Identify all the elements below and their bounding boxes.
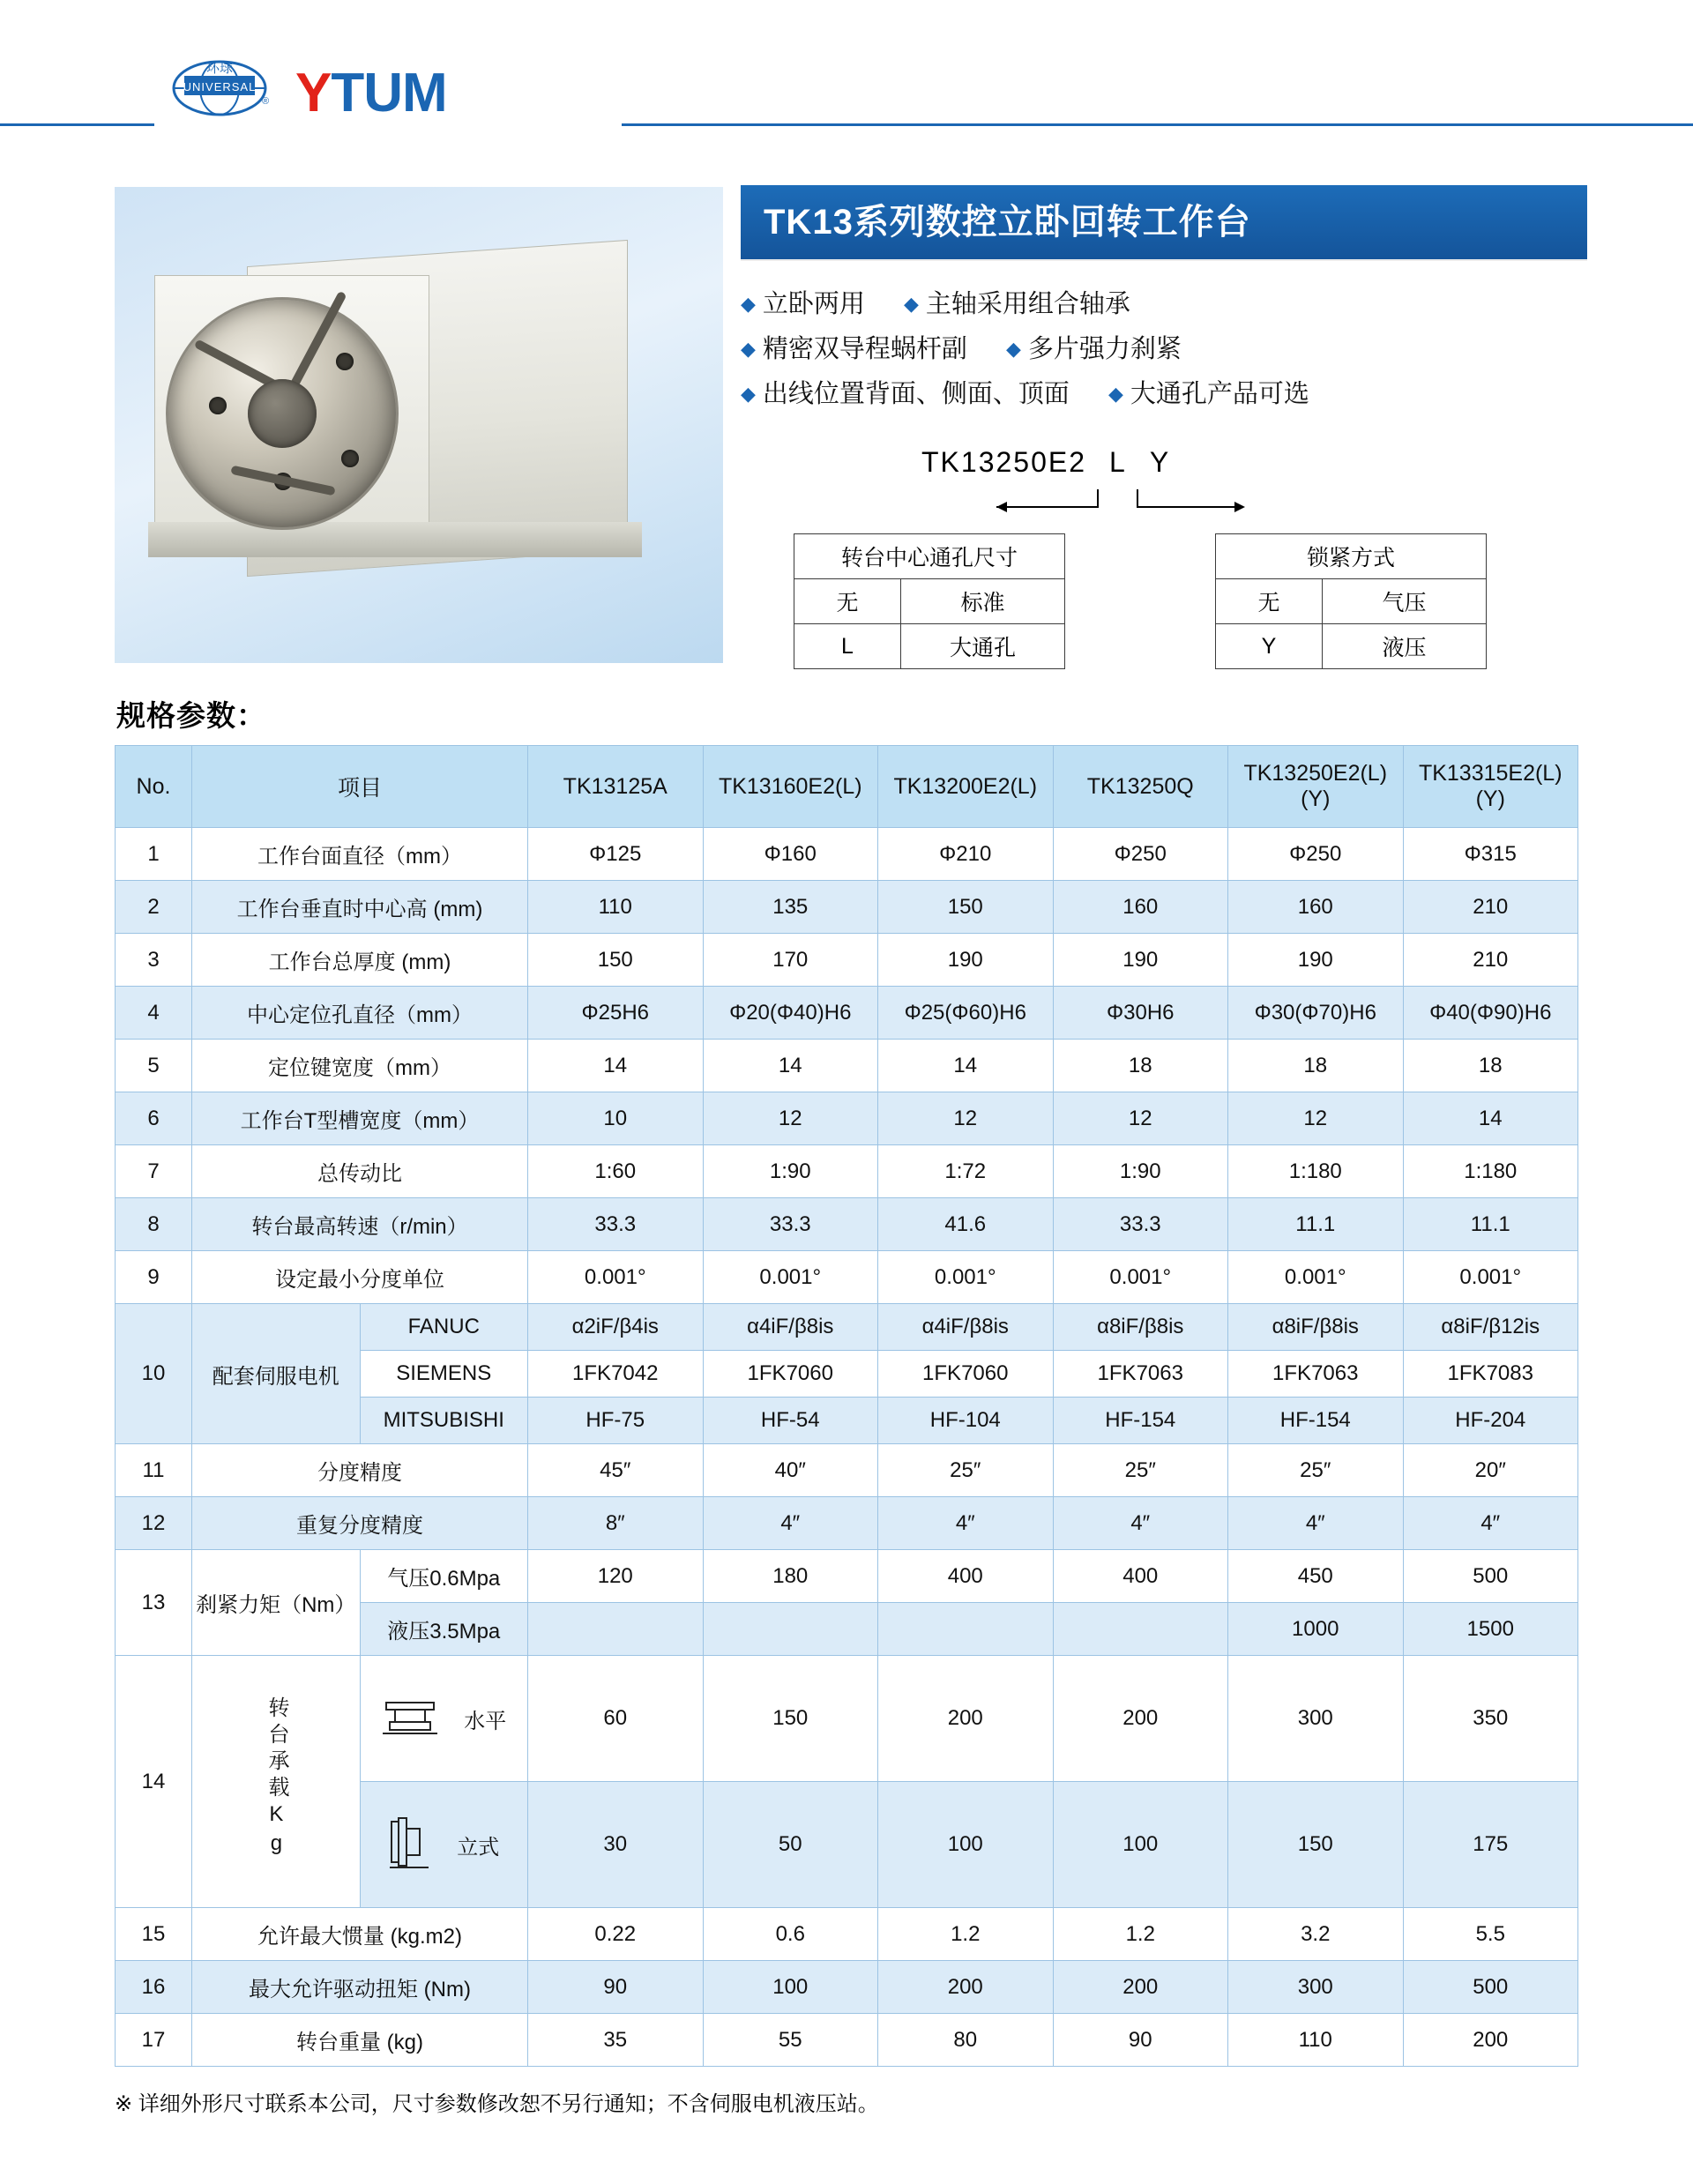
cell: 1:72 <box>878 1145 1054 1198</box>
cell: Φ25(Φ60)H6 <box>878 987 1054 1040</box>
clamping-type-table <box>1215 533 1487 669</box>
cell: 100 <box>703 1961 878 2014</box>
cell: α4iF/β8is <box>878 1304 1054 1351</box>
cell: 55 <box>703 2014 878 2067</box>
cell: 90 <box>528 1961 704 2014</box>
cell: 14 <box>878 1040 1054 1092</box>
cell: Φ25H6 <box>528 987 704 1040</box>
cell: 5.5 <box>1403 1908 1578 1961</box>
cell: Φ160 <box>703 828 878 881</box>
table-row <box>116 934 1578 987</box>
cell: 18 <box>1053 1040 1228 1092</box>
feature-row <box>741 372 1587 417</box>
model-code-suffix-2: Y <box>1149 446 1171 479</box>
cell: 200 <box>1053 1656 1228 1782</box>
cell <box>1053 1603 1228 1656</box>
cell: 50 <box>703 1782 878 1908</box>
cell: 200 <box>1403 2014 1578 2067</box>
cell: 190 <box>1228 934 1404 987</box>
cell: 190 <box>1053 934 1228 987</box>
cell: 1:180 <box>1403 1145 1578 1198</box>
svg-text:UNIVERSAL: UNIVERSAL <box>183 80 257 93</box>
cell: 11.1 <box>1403 1198 1578 1251</box>
universal-globe-icon <box>163 53 276 134</box>
clamping-desc: 液压 <box>1323 624 1487 669</box>
cell: Φ30(Φ70)H6 <box>1228 987 1404 1040</box>
hero-section <box>0 176 1693 670</box>
cell: 190 <box>878 934 1054 987</box>
cell: 1000 <box>1228 1603 1404 1656</box>
cell: 60 <box>528 1656 704 1782</box>
table-row <box>116 1550 1578 1603</box>
cell: 11.1 <box>1228 1198 1404 1251</box>
row-no: 2 <box>116 881 192 934</box>
cell: Φ40(Φ90)H6 <box>1403 987 1578 1040</box>
cell: 1FK7063 <box>1053 1351 1228 1398</box>
cell: 33.3 <box>1053 1198 1228 1251</box>
rotary-table-face <box>166 297 399 530</box>
sub-row-label: 立式 <box>360 1782 528 1908</box>
row-item: 转台重量 (kg) <box>192 2014 528 2067</box>
sub-row-label: 气压0.6Mpa <box>360 1550 528 1603</box>
cell: 210 <box>1403 881 1578 934</box>
cell: 1.2 <box>878 1908 1054 1961</box>
row-no: 1 <box>116 828 192 881</box>
model-code-line <box>741 446 1587 479</box>
table-row <box>116 1145 1578 1198</box>
cell: 12 <box>1228 1092 1404 1145</box>
cell: Φ30H6 <box>1053 987 1228 1040</box>
cell: 160 <box>1053 881 1228 934</box>
cell: α8iF/β8is <box>1053 1304 1228 1351</box>
row-no: 14 <box>116 1656 192 1908</box>
row-no: 5 <box>116 1040 192 1092</box>
cell: 4″ <box>1053 1497 1228 1550</box>
cell: 18 <box>1228 1040 1404 1092</box>
row-item: 总传动比 <box>192 1145 528 1198</box>
sub-row-label: SIEMENS <box>360 1351 528 1398</box>
model-code-suffix-1: L <box>1109 446 1127 479</box>
diamond-bullet-icon: ◆ <box>903 293 919 315</box>
cell: HF-204 <box>1403 1398 1578 1444</box>
cell: Φ125 <box>528 828 704 881</box>
table-row <box>116 881 1578 934</box>
sub-row-label: FANUC <box>360 1304 528 1351</box>
cell: 135 <box>703 881 878 934</box>
cell: 210 <box>1403 934 1578 987</box>
feature-list <box>741 282 1587 416</box>
cell: 170 <box>703 934 878 987</box>
cell: 100 <box>878 1782 1054 1908</box>
cell: 41.6 <box>878 1198 1054 1251</box>
row-no: 3 <box>116 934 192 987</box>
cell: 500 <box>1403 1550 1578 1603</box>
cell: 4″ <box>1228 1497 1404 1550</box>
code-arrows <box>741 484 1587 532</box>
row-item: 分度精度 <box>192 1444 528 1497</box>
cell: 4″ <box>1403 1497 1578 1550</box>
vertical-table-icon <box>388 1815 432 1875</box>
table-row <box>116 1251 1578 1304</box>
model-code-legend <box>741 446 1587 669</box>
cell: 90 <box>1053 2014 1228 2067</box>
product-title: TK13系列数控立卧回转工作台 <box>741 185 1587 259</box>
row-no: 12 <box>116 1497 192 1550</box>
feature-row <box>741 282 1587 327</box>
row-item: 刹紧力矩（Nm） <box>192 1550 361 1656</box>
sub-row-label: 液压3.5Mpa <box>360 1603 528 1656</box>
cell: 150 <box>528 934 704 987</box>
cell: 300 <box>1228 1656 1404 1782</box>
spec-footnote: ※ 详细外形尺寸联系本公司，尺寸参数修改恕不另行通知；不含伺服电机液压站。 <box>115 2092 879 2116</box>
cell: 25″ <box>1053 1444 1228 1497</box>
table-row <box>116 1961 1578 2014</box>
feature-row <box>741 327 1587 372</box>
clamping-code: 无 <box>1216 579 1323 624</box>
cell: Φ210 <box>878 828 1054 881</box>
col-model-4: TK13250Q <box>1053 746 1228 828</box>
cell: 200 <box>878 1656 1054 1782</box>
cell: 1:180 <box>1228 1145 1404 1198</box>
ytum-wordmark <box>295 63 447 123</box>
cell: 4″ <box>703 1497 878 1550</box>
diamond-bullet-icon: ◆ <box>741 293 756 315</box>
row-no: 13 <box>116 1550 192 1656</box>
row-no: 11 <box>116 1444 192 1497</box>
cell: 110 <box>1228 2014 1404 2067</box>
row-no: 9 <box>116 1251 192 1304</box>
cell: 0.001° <box>878 1251 1054 1304</box>
feature-item: ◆ 出线位置背面、侧面、顶面 <box>741 379 1070 408</box>
cell: 1:90 <box>703 1145 878 1198</box>
product-photo <box>115 187 723 663</box>
hero-text-block <box>741 185 1587 669</box>
header-rule-right <box>622 123 1693 126</box>
cell: 150 <box>1228 1782 1404 1908</box>
bore-desc: 标准 <box>901 579 1065 624</box>
cell: 10 <box>528 1092 704 1145</box>
cell: 30 <box>528 1782 704 1908</box>
clamping-code: Y <box>1216 624 1323 669</box>
feature-item: ◆ 立卧两用 <box>741 290 865 318</box>
row-item: 工作台垂直时中心高 (mm) <box>192 881 528 934</box>
col-model-2: TK13160E2(L) <box>703 746 878 828</box>
cell: 8″ <box>528 1497 704 1550</box>
cell: 18 <box>1403 1040 1578 1092</box>
row-item: 定位键宽度（mm） <box>192 1040 528 1092</box>
cell: 12 <box>878 1092 1054 1145</box>
cell: 200 <box>878 1961 1054 2014</box>
feature-item: ◆ 主轴采用组合轴承 <box>903 290 1130 318</box>
table-row <box>116 1040 1578 1092</box>
row-item: 配套伺服电机 <box>192 1304 361 1444</box>
bore-code: L <box>794 624 901 669</box>
feature-item: ◆ 大通孔产品可选 <box>1108 379 1309 408</box>
cell: Φ315 <box>1403 828 1578 881</box>
sub-row-label: MITSUBISHI <box>360 1398 528 1444</box>
cell: 1:90 <box>1053 1145 1228 1198</box>
bore-code: 无 <box>794 579 901 624</box>
cell: 110 <box>528 881 704 934</box>
clamping-desc: 气压 <box>1323 579 1487 624</box>
machine-base-shape <box>148 522 642 557</box>
cell: 4″ <box>878 1497 1054 1550</box>
row-no: 8 <box>116 1198 192 1251</box>
row-no: 6 <box>116 1092 192 1145</box>
row-no: 4 <box>116 987 192 1040</box>
bore-size-table <box>794 533 1065 669</box>
cell: 1FK7042 <box>528 1351 704 1398</box>
cell: 500 <box>1403 1961 1578 2014</box>
cell: 40″ <box>703 1444 878 1497</box>
cell: 350 <box>1403 1656 1578 1782</box>
table-row <box>116 987 1578 1040</box>
cell: HF-104 <box>878 1398 1054 1444</box>
cell: 1FK7060 <box>703 1351 878 1398</box>
diamond-bullet-icon: ◆ <box>1005 337 1021 360</box>
header-rule-left <box>0 123 154 126</box>
diamond-bullet-icon: ◆ <box>741 337 756 360</box>
cell: 0.001° <box>1403 1251 1578 1304</box>
row-item: 设定最小分度单位 <box>192 1251 528 1304</box>
cell: 0.6 <box>703 1908 878 1961</box>
svg-text:®: ® <box>262 96 270 107</box>
cell: 3.2 <box>1228 1908 1404 1961</box>
diamond-bullet-icon: ◆ <box>741 382 756 405</box>
cell: 450 <box>1228 1550 1404 1603</box>
cell: 25″ <box>878 1444 1054 1497</box>
col-model-5: TK13250E2(L)(Y) <box>1228 746 1404 828</box>
cell: 33.3 <box>703 1198 878 1251</box>
table-row <box>116 1198 1578 1251</box>
cell <box>703 1603 878 1656</box>
cell: 14 <box>703 1040 878 1092</box>
ytum-y: Y <box>295 63 332 123</box>
cell: 400 <box>1053 1550 1228 1603</box>
cell: 200 <box>1053 1961 1228 2014</box>
table-row <box>116 2014 1578 2067</box>
brand-logo <box>163 53 447 134</box>
cell: 0.001° <box>703 1251 878 1304</box>
cell: Φ20(Φ40)H6 <box>703 987 878 1040</box>
row-item: 重复分度精度 <box>192 1497 528 1550</box>
cell: 160 <box>1228 881 1404 934</box>
col-model-3: TK13200E2(L) <box>878 746 1054 828</box>
row-no: 10 <box>116 1304 192 1444</box>
spec-table <box>115 745 1578 2067</box>
cell: α8iF/β12is <box>1403 1304 1578 1351</box>
cell: HF-54 <box>703 1398 878 1444</box>
row-item: 转台承载Kg <box>192 1656 361 1908</box>
cell: 33.3 <box>528 1198 704 1251</box>
col-no: No. <box>116 746 192 828</box>
spec-header-row <box>116 746 1578 828</box>
feature-item: ◆ 精密双导程蜗杆副 <box>741 334 967 363</box>
cell: 20″ <box>1403 1444 1578 1497</box>
cell: 0.001° <box>528 1251 704 1304</box>
cell: 175 <box>1403 1782 1578 1908</box>
cell: 14 <box>1403 1092 1578 1145</box>
table-row <box>116 1908 1578 1961</box>
cell: Φ250 <box>1228 828 1404 881</box>
spec-section-title: 规格参数： <box>116 699 266 732</box>
row-no: 17 <box>116 2014 192 2067</box>
cell: 12 <box>703 1092 878 1145</box>
sub-row-label: 水平 <box>360 1656 528 1782</box>
cell: 14 <box>528 1040 704 1092</box>
cell: 180 <box>703 1550 878 1603</box>
row-item: 允许最大惯量 (kg.m2) <box>192 1908 528 1961</box>
cell: 150 <box>703 1656 878 1782</box>
ytum-tum: TUM <box>331 63 447 123</box>
cell: α2iF/β4is <box>528 1304 704 1351</box>
row-item: 工作台面直径（mm） <box>192 828 528 881</box>
cell: 1.2 <box>1053 1908 1228 1961</box>
cell: HF-75 <box>528 1398 704 1444</box>
cell: Φ250 <box>1053 828 1228 881</box>
cell: 12 <box>1053 1092 1228 1145</box>
cell: 45″ <box>528 1444 704 1497</box>
cell: HF-154 <box>1228 1398 1404 1444</box>
cell: 0.001° <box>1228 1251 1404 1304</box>
code-legend-tables <box>741 533 1587 669</box>
table-row <box>116 1497 1578 1550</box>
cell: 1:60 <box>528 1145 704 1198</box>
bore-desc: 大通孔 <box>901 624 1065 669</box>
cell: 150 <box>878 881 1054 934</box>
diamond-bullet-icon: ◆ <box>1108 382 1123 405</box>
cell: 1FK7060 <box>878 1351 1054 1398</box>
feature-item: ◆ 多片强力刹紧 <box>1005 334 1182 363</box>
table-row <box>116 1444 1578 1497</box>
cell: 80 <box>878 2014 1054 2067</box>
row-item: 最大允许驱动扭矩 (Nm) <box>192 1961 528 2014</box>
table-row <box>116 1092 1578 1145</box>
cell: 400 <box>878 1550 1054 1603</box>
bore-size-header: 转台中心通孔尺寸 <box>794 534 1065 579</box>
row-no: 7 <box>116 1145 192 1198</box>
col-model-1: TK13125A <box>528 746 704 828</box>
cell: α8iF/β8is <box>1228 1304 1404 1351</box>
cell: 35 <box>528 2014 704 2067</box>
svg-text:环球: 环球 <box>205 60 234 76</box>
cell: 1FK7083 <box>1403 1351 1578 1398</box>
cell <box>878 1603 1054 1656</box>
clamping-header: 锁紧方式 <box>1216 534 1487 579</box>
cell: 0.22 <box>528 1908 704 1961</box>
cell: 25″ <box>1228 1444 1404 1497</box>
table-row <box>116 1656 1578 1782</box>
cell: 300 <box>1228 1961 1404 2014</box>
table-row <box>116 828 1578 881</box>
col-item: 项目 <box>192 746 528 828</box>
page-header <box>0 0 1693 176</box>
row-no: 15 <box>116 1908 192 1961</box>
row-item: 转台最高转速（r/min） <box>192 1198 528 1251</box>
cell: 120 <box>528 1550 704 1603</box>
cell: α4iF/β8is <box>703 1304 878 1351</box>
horizontal-table-icon <box>381 1694 439 1744</box>
model-code-base: TK13250E2 <box>921 446 1087 479</box>
row-item: 工作台总厚度 (mm) <box>192 934 528 987</box>
cell: HF-154 <box>1053 1398 1228 1444</box>
row-item: 工作台T型槽宽度（mm） <box>192 1092 528 1145</box>
cell: 1FK7063 <box>1228 1351 1404 1398</box>
cell <box>528 1603 704 1656</box>
row-no: 16 <box>116 1961 192 2014</box>
row-item: 中心定位孔直径（mm） <box>192 987 528 1040</box>
cell: 1500 <box>1403 1603 1578 1656</box>
cell: 0.001° <box>1053 1251 1228 1304</box>
col-model-6: TK13315E2(L)(Y) <box>1403 746 1578 828</box>
cell: 100 <box>1053 1782 1228 1908</box>
table-row <box>116 1304 1578 1351</box>
